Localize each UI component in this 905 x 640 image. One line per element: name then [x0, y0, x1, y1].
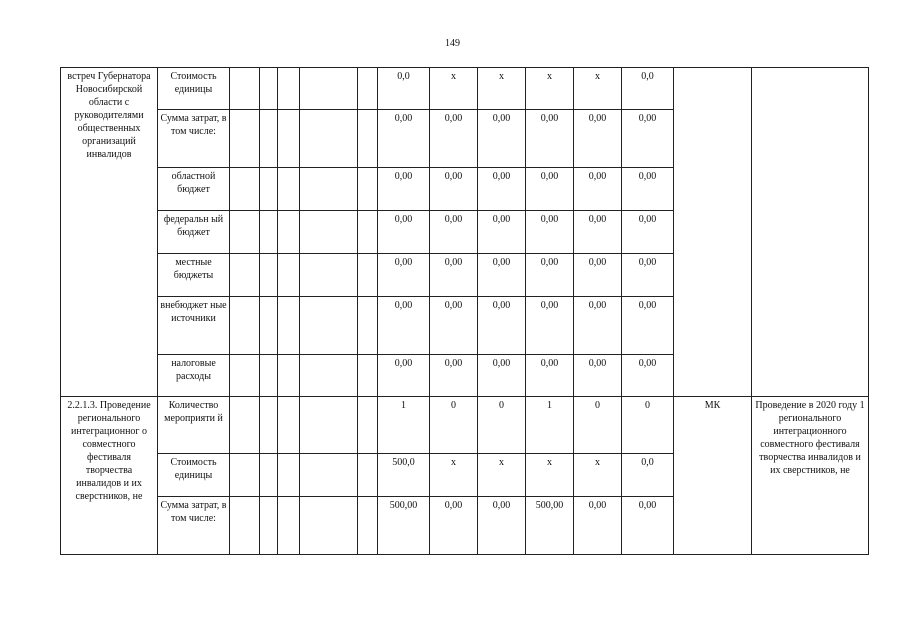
value-cell: 500,00	[526, 497, 574, 555]
empty-cell	[358, 68, 378, 110]
value-cell: 0,00	[478, 297, 526, 355]
empty-cell	[260, 211, 278, 254]
value-cell: 0	[430, 397, 478, 454]
empty-cell	[278, 454, 300, 497]
empty-cell	[300, 110, 358, 168]
empty-cell	[300, 297, 358, 355]
value-cell: 1	[378, 397, 430, 454]
value-cell: х	[478, 68, 526, 110]
empty-cell	[230, 297, 260, 355]
empty-cell	[260, 297, 278, 355]
indicator-label-cell: налоговые расходы	[158, 355, 230, 397]
value-cell: х	[430, 68, 478, 110]
executor-cell: МК	[674, 397, 752, 555]
value-cell: 0,00	[526, 254, 574, 297]
value-cell: 0,00	[478, 355, 526, 397]
empty-cell	[230, 497, 260, 555]
empty-cell	[230, 254, 260, 297]
empty-cell	[278, 110, 300, 168]
value-cell: 0,00	[378, 297, 430, 355]
value-cell: 0,00	[526, 355, 574, 397]
empty-cell	[230, 397, 260, 454]
table-row	[61, 68, 869, 110]
value-cell: 0,00	[378, 168, 430, 211]
empty-cell	[358, 168, 378, 211]
value-cell: 0,00	[622, 497, 674, 555]
value-cell: х	[574, 454, 622, 497]
empty-cell	[230, 454, 260, 497]
empty-cell	[278, 355, 300, 397]
empty-cell	[278, 497, 300, 555]
value-cell: 0,00	[478, 254, 526, 297]
value-cell: 0,00	[574, 297, 622, 355]
value-cell: х	[478, 454, 526, 497]
empty-cell	[358, 211, 378, 254]
empty-cell	[278, 297, 300, 355]
value-cell: 0,00	[378, 211, 430, 254]
indicator-label-cell: Количество мероприяти й	[158, 397, 230, 454]
value-cell: 0,00	[430, 168, 478, 211]
value-cell: 0,00	[478, 168, 526, 211]
value-cell: 0,00	[574, 254, 622, 297]
value-cell: 0,00	[574, 211, 622, 254]
value-cell: 500,0	[378, 454, 430, 497]
empty-cell	[260, 397, 278, 454]
empty-cell	[300, 168, 358, 211]
empty-cell	[358, 110, 378, 168]
result-cell: Проведение в 2020 году 1 регионального интеграционного совместного фестиваля творчества инвалидов и их сверстников, не	[752, 397, 869, 555]
value-cell: 500,00	[378, 497, 430, 555]
value-cell: 0	[574, 397, 622, 454]
empty-cell	[230, 355, 260, 397]
empty-cell	[230, 110, 260, 168]
value-cell: 0,00	[378, 355, 430, 397]
result-cell	[752, 68, 869, 397]
indicator-label-cell: Стоимость единицы	[158, 454, 230, 497]
value-cell: 0,00	[526, 211, 574, 254]
empty-cell	[278, 254, 300, 297]
indicator-label-cell: федеральн ый бюджет	[158, 211, 230, 254]
value-cell: 0,00	[478, 497, 526, 555]
empty-cell	[260, 497, 278, 555]
indicator-label-cell: Стоимость единицы	[158, 68, 230, 110]
value-cell: 0,00	[430, 211, 478, 254]
value-cell: х	[526, 68, 574, 110]
empty-cell	[278, 168, 300, 211]
value-cell: 0,00	[378, 254, 430, 297]
value-cell: 0,00	[526, 110, 574, 168]
empty-cell	[300, 254, 358, 297]
value-cell: 0,00	[622, 211, 674, 254]
value-cell: 0,00	[622, 355, 674, 397]
value-cell: 0,00	[574, 497, 622, 555]
indicator-label-cell: внебюджет ные источники	[158, 297, 230, 355]
event-name-cell: встреч Губернатора Новосибирской области с руководителями общественных организаций инвалидов	[61, 68, 158, 397]
value-cell: х	[526, 454, 574, 497]
empty-cell	[358, 355, 378, 397]
empty-cell	[300, 68, 358, 110]
value-cell: х	[430, 454, 478, 497]
empty-cell	[260, 168, 278, 211]
empty-cell	[358, 254, 378, 297]
indicator-label-cell: областной бюджет	[158, 168, 230, 211]
indicator-label-cell: Сумма затрат, в том числе:	[158, 497, 230, 555]
value-cell: х	[574, 68, 622, 110]
event-name-cell: 2.2.1.3. Проведение регионального интеграционног о совместного фестиваля творчества инвалидов и их сверстников, не	[61, 397, 158, 555]
empty-cell	[358, 497, 378, 555]
value-cell: 0,0	[622, 68, 674, 110]
executor-cell	[674, 68, 752, 397]
empty-cell	[230, 68, 260, 110]
empty-cell	[278, 211, 300, 254]
empty-cell	[300, 355, 358, 397]
empty-cell	[300, 497, 358, 555]
value-cell: 0,00	[574, 168, 622, 211]
empty-cell	[358, 454, 378, 497]
value-cell: 0,0	[622, 454, 674, 497]
empty-cell	[300, 454, 358, 497]
empty-cell	[260, 454, 278, 497]
value-cell: 0,00	[526, 168, 574, 211]
value-cell: 0,00	[622, 254, 674, 297]
value-cell: 0,00	[478, 110, 526, 168]
value-cell: 0,00	[574, 355, 622, 397]
empty-cell	[260, 355, 278, 397]
empty-cell	[230, 211, 260, 254]
value-cell: 0,00	[478, 211, 526, 254]
empty-cell	[260, 254, 278, 297]
empty-cell	[230, 168, 260, 211]
empty-cell	[278, 397, 300, 454]
indicator-label-cell: местные бюджеты	[158, 254, 230, 297]
value-cell: 0,00	[622, 110, 674, 168]
empty-cell	[260, 110, 278, 168]
indicator-label-cell: Сумма затрат, в том числе:	[158, 110, 230, 168]
value-cell: 0,00	[430, 355, 478, 397]
empty-cell	[260, 68, 278, 110]
value-cell: 0	[478, 397, 526, 454]
value-cell: 0,00	[430, 254, 478, 297]
value-cell: 0,0	[378, 68, 430, 110]
empty-cell	[358, 297, 378, 355]
value-cell: 0,00	[622, 168, 674, 211]
value-cell: 0	[622, 397, 674, 454]
value-cell: 0,00	[622, 297, 674, 355]
empty-cell	[358, 397, 378, 454]
empty-cell	[300, 211, 358, 254]
value-cell: 0,00	[430, 297, 478, 355]
budget-table	[60, 67, 869, 555]
value-cell: 1	[526, 397, 574, 454]
empty-cell	[278, 68, 300, 110]
empty-cell	[300, 397, 358, 454]
value-cell: 0,00	[430, 110, 478, 168]
table-row	[61, 397, 869, 454]
value-cell: 0,00	[574, 110, 622, 168]
page-number: 149	[445, 38, 460, 49]
value-cell: 0,00	[378, 110, 430, 168]
value-cell: 0,00	[526, 297, 574, 355]
value-cell: 0,00	[430, 497, 478, 555]
